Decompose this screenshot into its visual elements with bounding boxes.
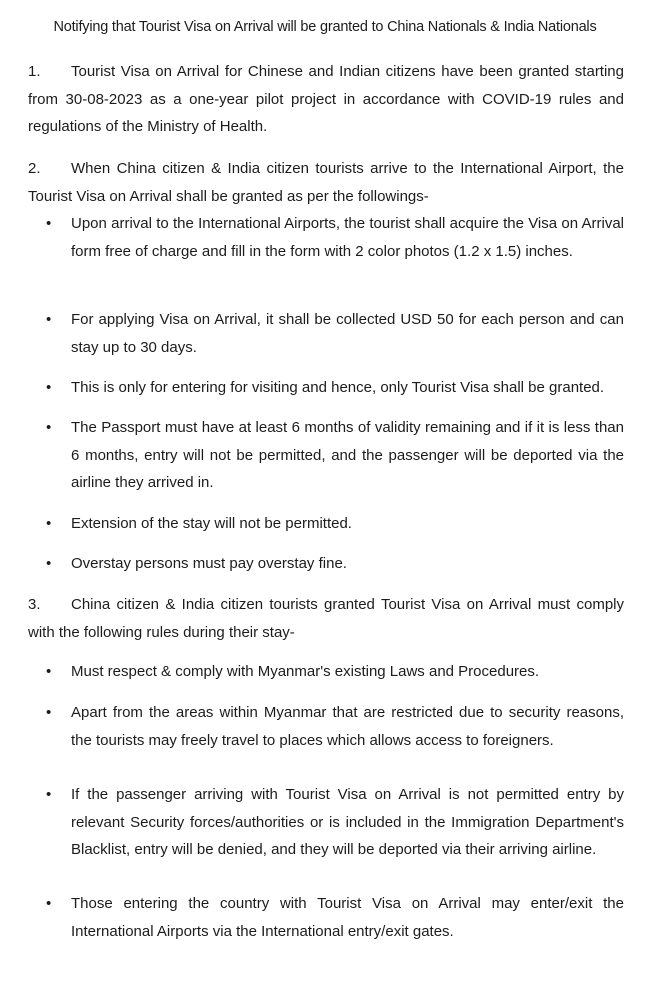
document-title: Notifying that Tourist Visa on Arrival will be granted to China Nationals & India Nationals bbox=[53, 19, 597, 35]
list-item-text: Must respect & comply with Myanmar's existing Laws and Procedures. bbox=[71, 663, 540, 680]
list-item-text: The Passport must have at least 6 months of validity remaining and if it is less than 6 months, entry will not be permitted, and the passenger will be deported via the airline they arrived in. bbox=[71, 419, 624, 491]
list-item-text: Those entering the country with Tourist Visa on Arrival may enter/exit the International Airports via the International entry/exit gates. bbox=[71, 895, 624, 940]
section-1-text: Tourist Visa on Arrival for Chinese and Indian citizens have been granted starting from 30-08-2023 as a one-year pilot project in accordance with COVID-19 rules and regulations of the Ministry of Health. bbox=[28, 63, 624, 135]
section-2-text: When China citizen & India citizen tourists arrive to the International Airport, the Tourist Visa on Arrival shall be granted as per the followings- bbox=[28, 160, 624, 205]
section-2-number: 2. bbox=[28, 160, 41, 177]
bullet-icon: • bbox=[46, 555, 52, 572]
bullet-icon: • bbox=[46, 515, 52, 532]
bullet-icon: • bbox=[46, 786, 52, 803]
section-3 bbox=[28, 591, 624, 646]
bullet-icon: • bbox=[46, 215, 52, 232]
bullet-icon: • bbox=[46, 379, 52, 396]
section-2 bbox=[28, 155, 624, 210]
bullet-icon: • bbox=[46, 704, 52, 721]
section-3-number: 3. bbox=[28, 596, 41, 613]
bullet-icon: • bbox=[46, 663, 52, 680]
section-1 bbox=[28, 58, 624, 141]
list-item-text: This is only for entering for visiting and hence, only Tourist Visa shall be granted. bbox=[71, 379, 605, 396]
bullet-icon: • bbox=[46, 895, 52, 912]
list-item-text: Upon arrival to the International Airports, the tourist shall acquire the Visa on Arrival form free of charge and fill in the form with 2 color photos (1.2 x 1.5) inches. bbox=[71, 215, 624, 260]
list-item-text: For applying Visa on Arrival, it shall be collected USD 50 for each person and can stay up to 30 days. bbox=[71, 311, 624, 356]
list-item-text: Apart from the areas within Myanmar that are restricted due to security reasons, the tourists may freely travel to places which allows access to foreigners. bbox=[71, 704, 624, 749]
section-3-text: China citizen & India citizen tourists granted Tourist Visa on Arrival must comply with the following rules during their stay- bbox=[28, 596, 624, 641]
bullet-icon: • bbox=[46, 419, 52, 436]
list-item-text: If the passenger arriving with Tourist Visa on Arrival is not permitted entry by relevant Security forces/authorities or is included in the Immigration Department's Blacklist, entry will be denied, and they will be deported via their arriving airline. bbox=[71, 786, 624, 858]
list-item-text: Extension of the stay will not be permitted. bbox=[71, 515, 352, 532]
section-1-number: 1. bbox=[28, 63, 41, 80]
bullet-icon: • bbox=[46, 311, 52, 328]
list-item-text: Overstay persons must pay overstay fine. bbox=[71, 555, 347, 572]
